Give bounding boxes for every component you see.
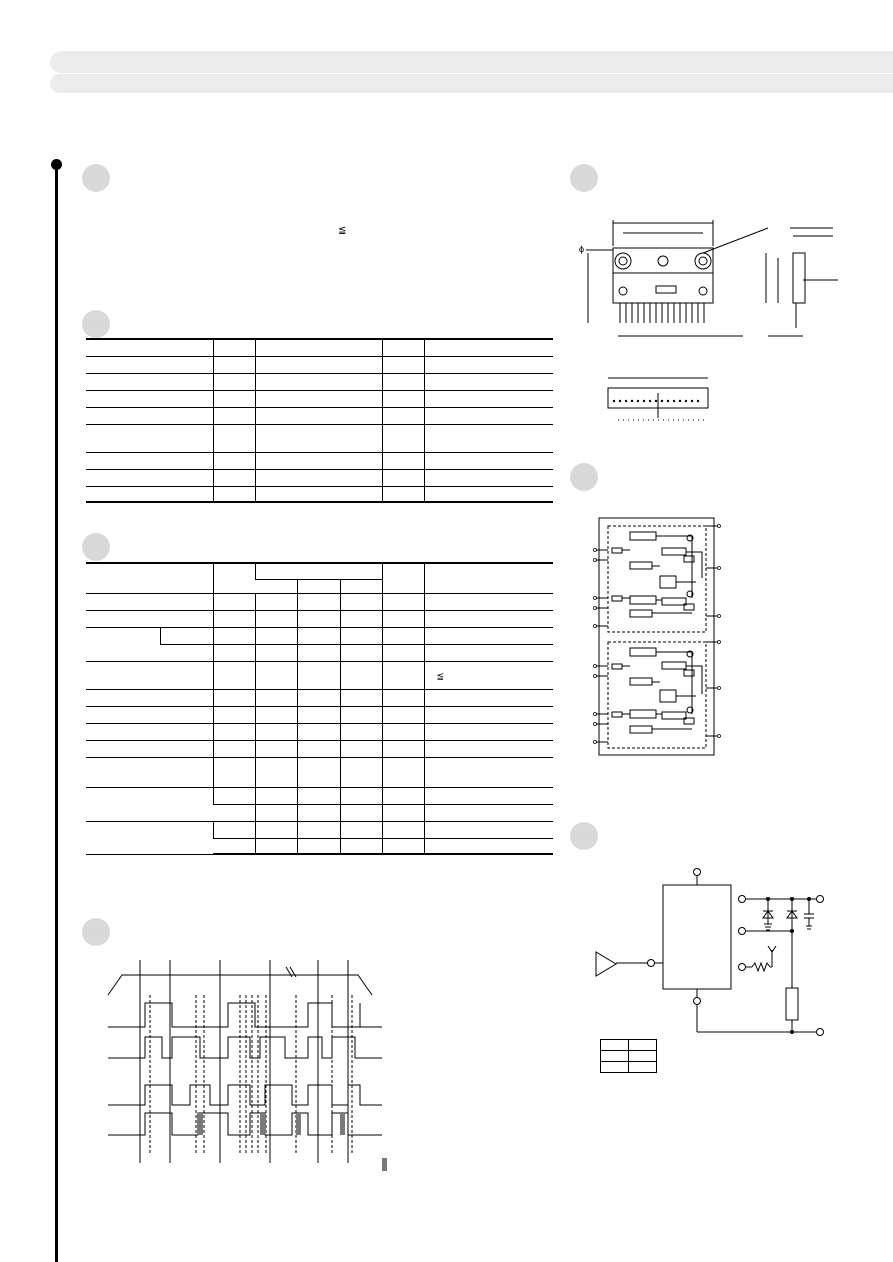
table-row [86,390,553,407]
application-circuit-mini-table [600,1039,657,1073]
absolute-maximum-ratings-table [86,338,553,503]
table-row [86,373,553,390]
table-row [86,339,553,356]
header-band-top [50,51,893,73]
header-band-bottom [50,74,893,93]
section-badge-timing-chart [82,918,110,946]
table-row [601,1051,657,1062]
table-row [86,469,553,486]
section-badge-external-dimensions [570,164,598,192]
table-row [86,452,553,469]
table-row [86,706,553,723]
electrical-characteristics-table [86,562,553,855]
table-row [86,821,553,838]
table-row [86,486,553,502]
table-row [86,787,553,804]
table-row [86,424,553,452]
table-row [86,723,553,740]
timing-chart-diagram [100,955,390,1170]
features-leq-symbol: ≦ [338,225,347,236]
external-dimensions-drawing [578,218,848,428]
table-row [86,740,553,757]
mounting-hole-phi-symbol: ϕ [579,244,585,254]
table-row [86,627,553,644]
condition-leq-symbol: ≦ [436,670,445,681]
section-badge-application-circuit [570,822,598,850]
table-row [86,610,553,627]
page-spine-dot [51,159,62,170]
section-badge-block-diagram [570,463,598,491]
table-row [601,1062,657,1073]
section-badge-features [82,164,110,192]
table-row [86,563,553,579]
table-row [86,757,553,787]
table-row [86,661,553,689]
section-badge-absolute-maximum-ratings [82,310,110,338]
page-spine-line [55,166,58,1262]
section-badge-electrical-characteristics [82,533,110,561]
table-row [601,1040,657,1051]
table-row [86,689,553,706]
timing-chart-shaded-legend [382,1158,387,1171]
table-row [86,407,553,424]
block-diagram [592,518,722,758]
table-row [86,593,553,610]
table-row [86,356,553,373]
